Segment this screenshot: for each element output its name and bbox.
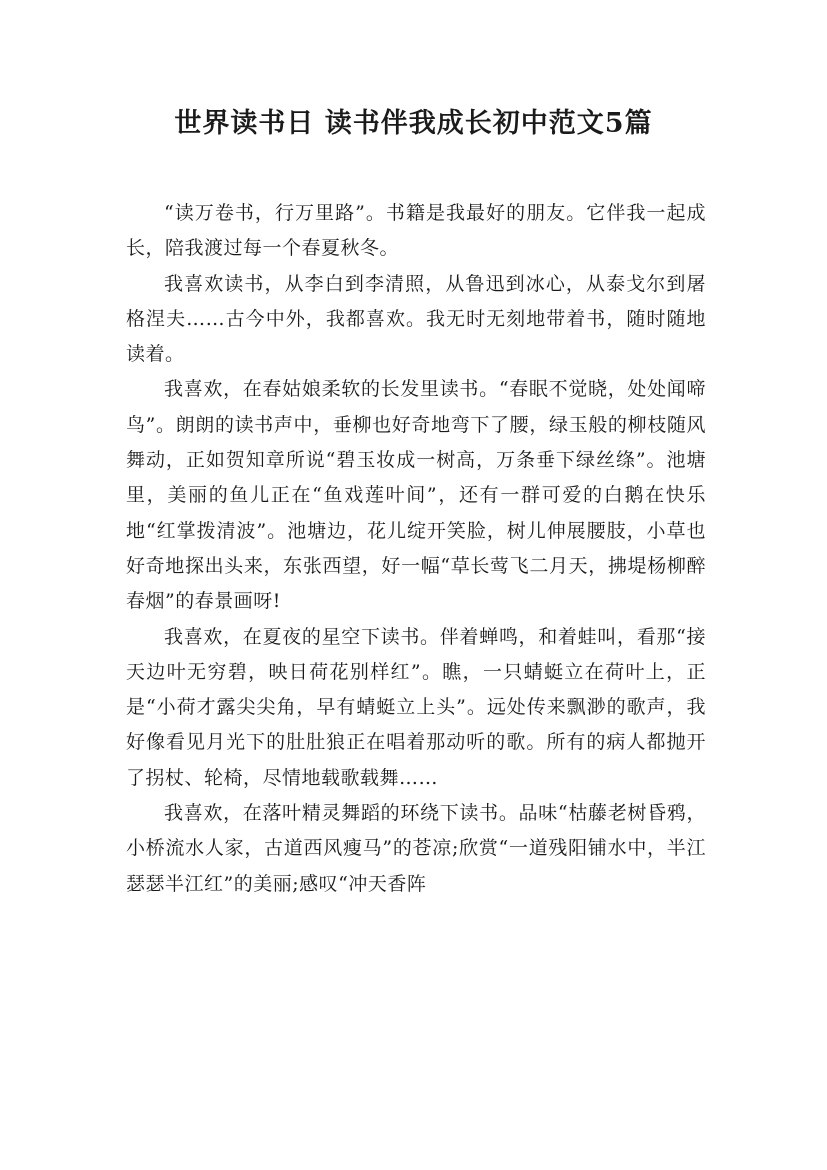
paragraph: 我喜欢，在落叶精灵舞蹈的环绕下读书。品味“枯藤老树昏鸦，小桥流水人家，古道西风瘦马”的苍凉;欣赏“一道残阳铺水中，半江瑟瑟半江红”的美丽;感叹“冲天香阵 [126, 802, 706, 895]
paragraph: 我喜欢读书，从李白到李清照，从鲁迅到冰心，从泰戈尔到屠格涅夫……古今中外，我都喜欢。我无时无刻地带着书，随时随地读着。 [126, 272, 706, 366]
paragraph: 我喜欢，在春姑娘柔软的长发里读书。“春眠不觉晓，处处闻啼鸟”。朗朗的读书声中，垂柳也好奇地弯下了腰，绿玉般的柳枝随风舞动，正如贺知章所说“碧玉妆成一树高，万条垂下绿丝绦”。池塘里，美丽的鱼儿正在“鱼戏莲叶间”，还有一群可爱的白鹅在快乐地“红掌拨清波”。池塘边，花儿绽开笑脸，树儿伸展腰肢，小草也好奇地探出头来，东张西望，好一幅“草长莺飞二月天，拂堤杨柳醉春烟”的春景画呀! [126, 378, 706, 613]
paragraph: “读万卷书，行万里路”。书籍是我最好的朋友。它伴我一起成长，陪我渡过每一个春夏秋冬。 [126, 202, 706, 260]
document-body [126, 196, 706, 902]
document-title: 世界读书日 读书伴我成长初中范文5篇 [174, 108, 653, 139]
paragraph: 我喜欢，在夏夜的星空下读书。伴着蝉鸣，和着蛙叫，看那“接天边叶无穷碧，映日荷花别样红”。瞧，一只蜻蜓立在荷叶上，正是“小荷才露尖尖角，早有蜻蜓立上头”。远处传来飘渺的歌声，我好像看见月光下的肚肚狼正在唱着那动听的歌。所有的病人都抛开了拐杖、轮椅，尽情地载歌载舞…… [126, 625, 706, 789]
